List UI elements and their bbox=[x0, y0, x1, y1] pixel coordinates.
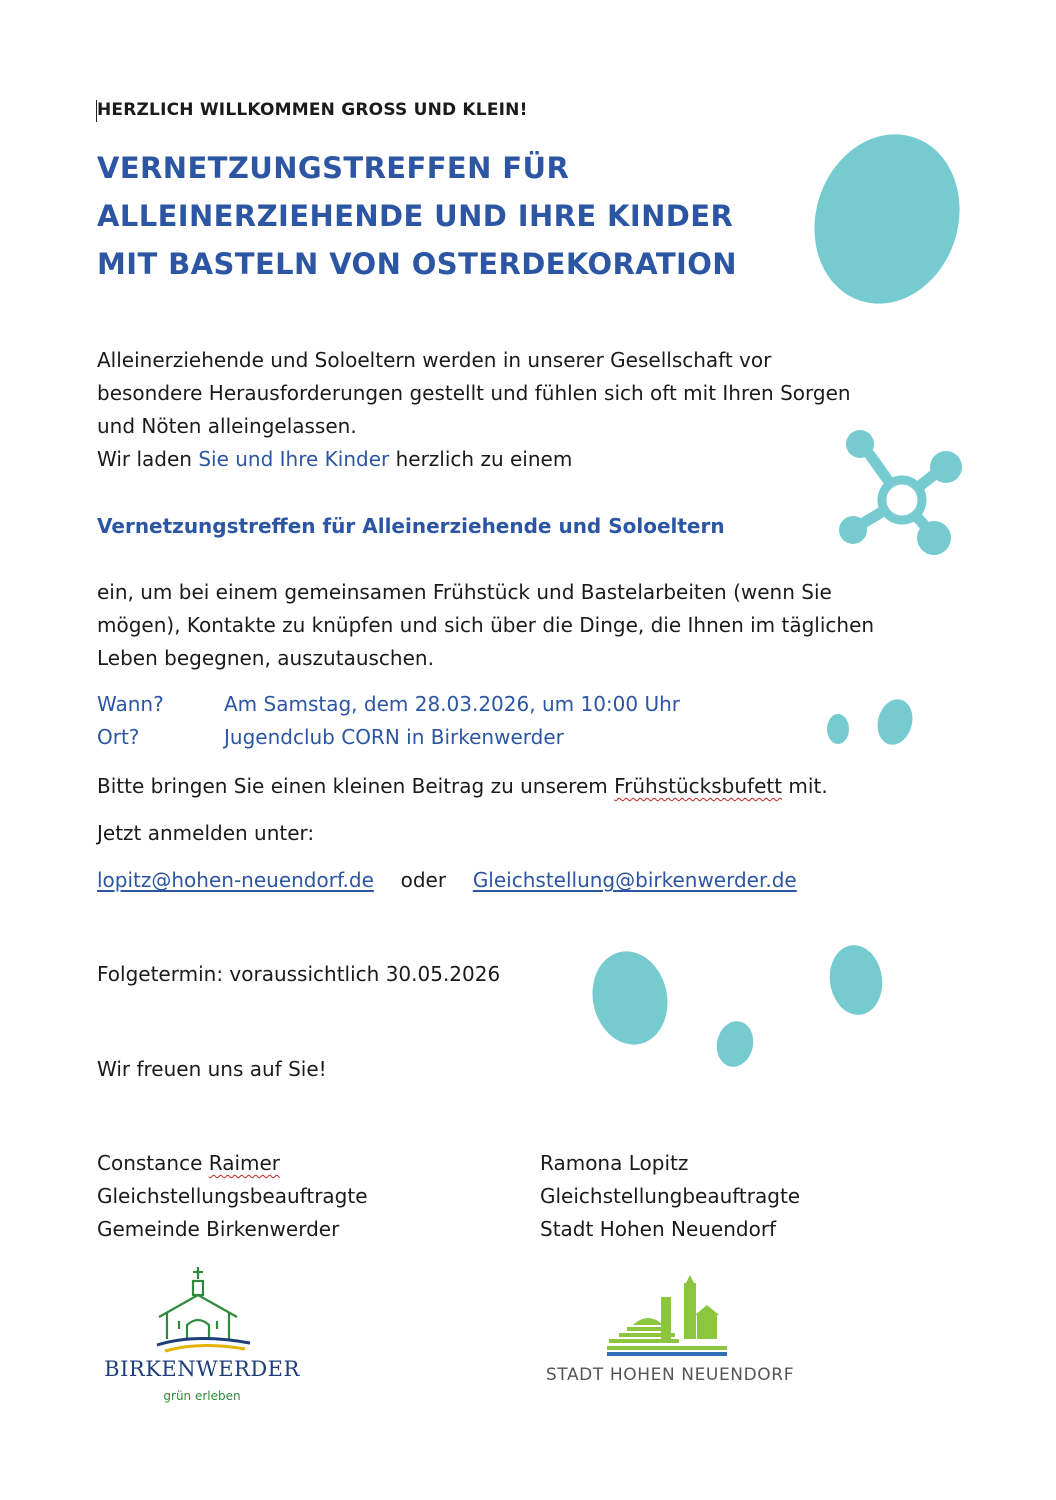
invite-line: Wir laden Sie und Ihre Kinder herzlich zu einem bbox=[97, 447, 573, 471]
event-name: Vernetzungstreffen für Alleinerziehende und Soloeltern bbox=[97, 514, 725, 538]
contact-row bbox=[97, 864, 997, 897]
intro-line-2: besondere Herausforderungen gestellt und fühlen sich oft mit Ihren Sorgen bbox=[97, 381, 851, 405]
purpose-paragraph bbox=[97, 576, 997, 675]
spellcheck-word: Frühstücksbufett bbox=[614, 774, 783, 798]
where-label: Ort? bbox=[97, 725, 140, 749]
hohen-neuendorf-logo bbox=[540, 1275, 800, 1390]
page-title bbox=[97, 144, 817, 288]
signature-right-org: Stadt Hohen Neuendorf bbox=[540, 1217, 777, 1241]
birkenwerder-logo bbox=[100, 1265, 300, 1410]
when-value: Am Samstag, dem 28.03.2026, um 10:00 Uhr bbox=[224, 692, 680, 716]
event-details bbox=[97, 688, 797, 758]
birkenwerder-logo-name: BIRKENWERDER bbox=[104, 1357, 300, 1381]
decorative-oval-large bbox=[810, 124, 970, 314]
signature-left-name: Constance Raimer bbox=[97, 1151, 281, 1175]
kicker-heading: HERZLICH WILLKOMMEN GROSS UND KLEIN! bbox=[97, 100, 528, 120]
title-line-3: MIT BASTELN VON OSTERDEKORATION bbox=[97, 247, 737, 281]
title-line-2: ALLEINERZIEHENDE UND IHRE KINDER bbox=[97, 199, 734, 233]
bring-note: Bitte bringen Sie einen kleinen Beitrag zu unserem Frühstücksbufett mit. bbox=[97, 774, 828, 798]
title-line-1: VERNETZUNGSTREFFEN FÜR bbox=[97, 151, 570, 185]
signature-left bbox=[97, 1147, 368, 1246]
signature-left-role: Gleichstellungsbeauftragte bbox=[97, 1184, 368, 1208]
email-link-gleichstellung[interactable]: Gleichstellung@birkenwerder.de bbox=[472, 868, 797, 892]
signature-left-org: Gemeinde Birkenwerder bbox=[97, 1217, 340, 1241]
or-text: oder bbox=[400, 868, 447, 892]
purpose-line-1: ein, um bei einem gemeinsamen Frühstück und Bastelarbeiten (wenn Sie bbox=[97, 580, 832, 604]
network-icon bbox=[830, 420, 970, 565]
decorative-ovals-small bbox=[820, 695, 920, 755]
signature-right-name: Ramona Lopitz bbox=[540, 1151, 689, 1175]
invite-highlight: Sie und Ihre Kinder bbox=[198, 447, 390, 471]
followup-date: Folgetermin: voraussichtlich 30.05.2026 bbox=[97, 962, 501, 986]
where-row bbox=[97, 721, 797, 754]
birkenwerder-logo-tagline: grün erleben bbox=[163, 1389, 241, 1403]
signature-right-role: Gleichstellungbeauftragte bbox=[540, 1184, 801, 1208]
purpose-line-3: Leben begegnen, auszutauschen. bbox=[97, 646, 434, 670]
when-label: Wann? bbox=[97, 692, 164, 716]
when-row bbox=[97, 688, 797, 721]
closing-text: Wir freuen uns auf Sie! bbox=[97, 1057, 327, 1081]
purpose-line-2: mögen), Kontakte zu knüpfen und sich über die Dinge, die Ihnen im täglichen bbox=[97, 613, 875, 637]
email-link-lopitz[interactable]: lopitz@hohen-neuendorf.de bbox=[97, 868, 374, 892]
intro-line-1: Alleinerziehende und Soloeltern werden in unserer Gesellschaft vor bbox=[97, 348, 772, 372]
intro-line-3: und Nöten alleingelassen. bbox=[97, 414, 357, 438]
hohen-neuendorf-emblem bbox=[605, 1275, 735, 1360]
hohen-neuendorf-logo-name: STADT HOHEN NEUENDORF bbox=[545, 1365, 795, 1385]
register-label: Jetzt anmelden unter: bbox=[97, 821, 315, 845]
birkenwerder-emblem bbox=[155, 1265, 255, 1355]
decorative-ovals-lower bbox=[585, 940, 895, 1075]
signature-right bbox=[540, 1147, 800, 1246]
where-value: Jugendclub CORN in Birkenwerder bbox=[224, 725, 564, 749]
